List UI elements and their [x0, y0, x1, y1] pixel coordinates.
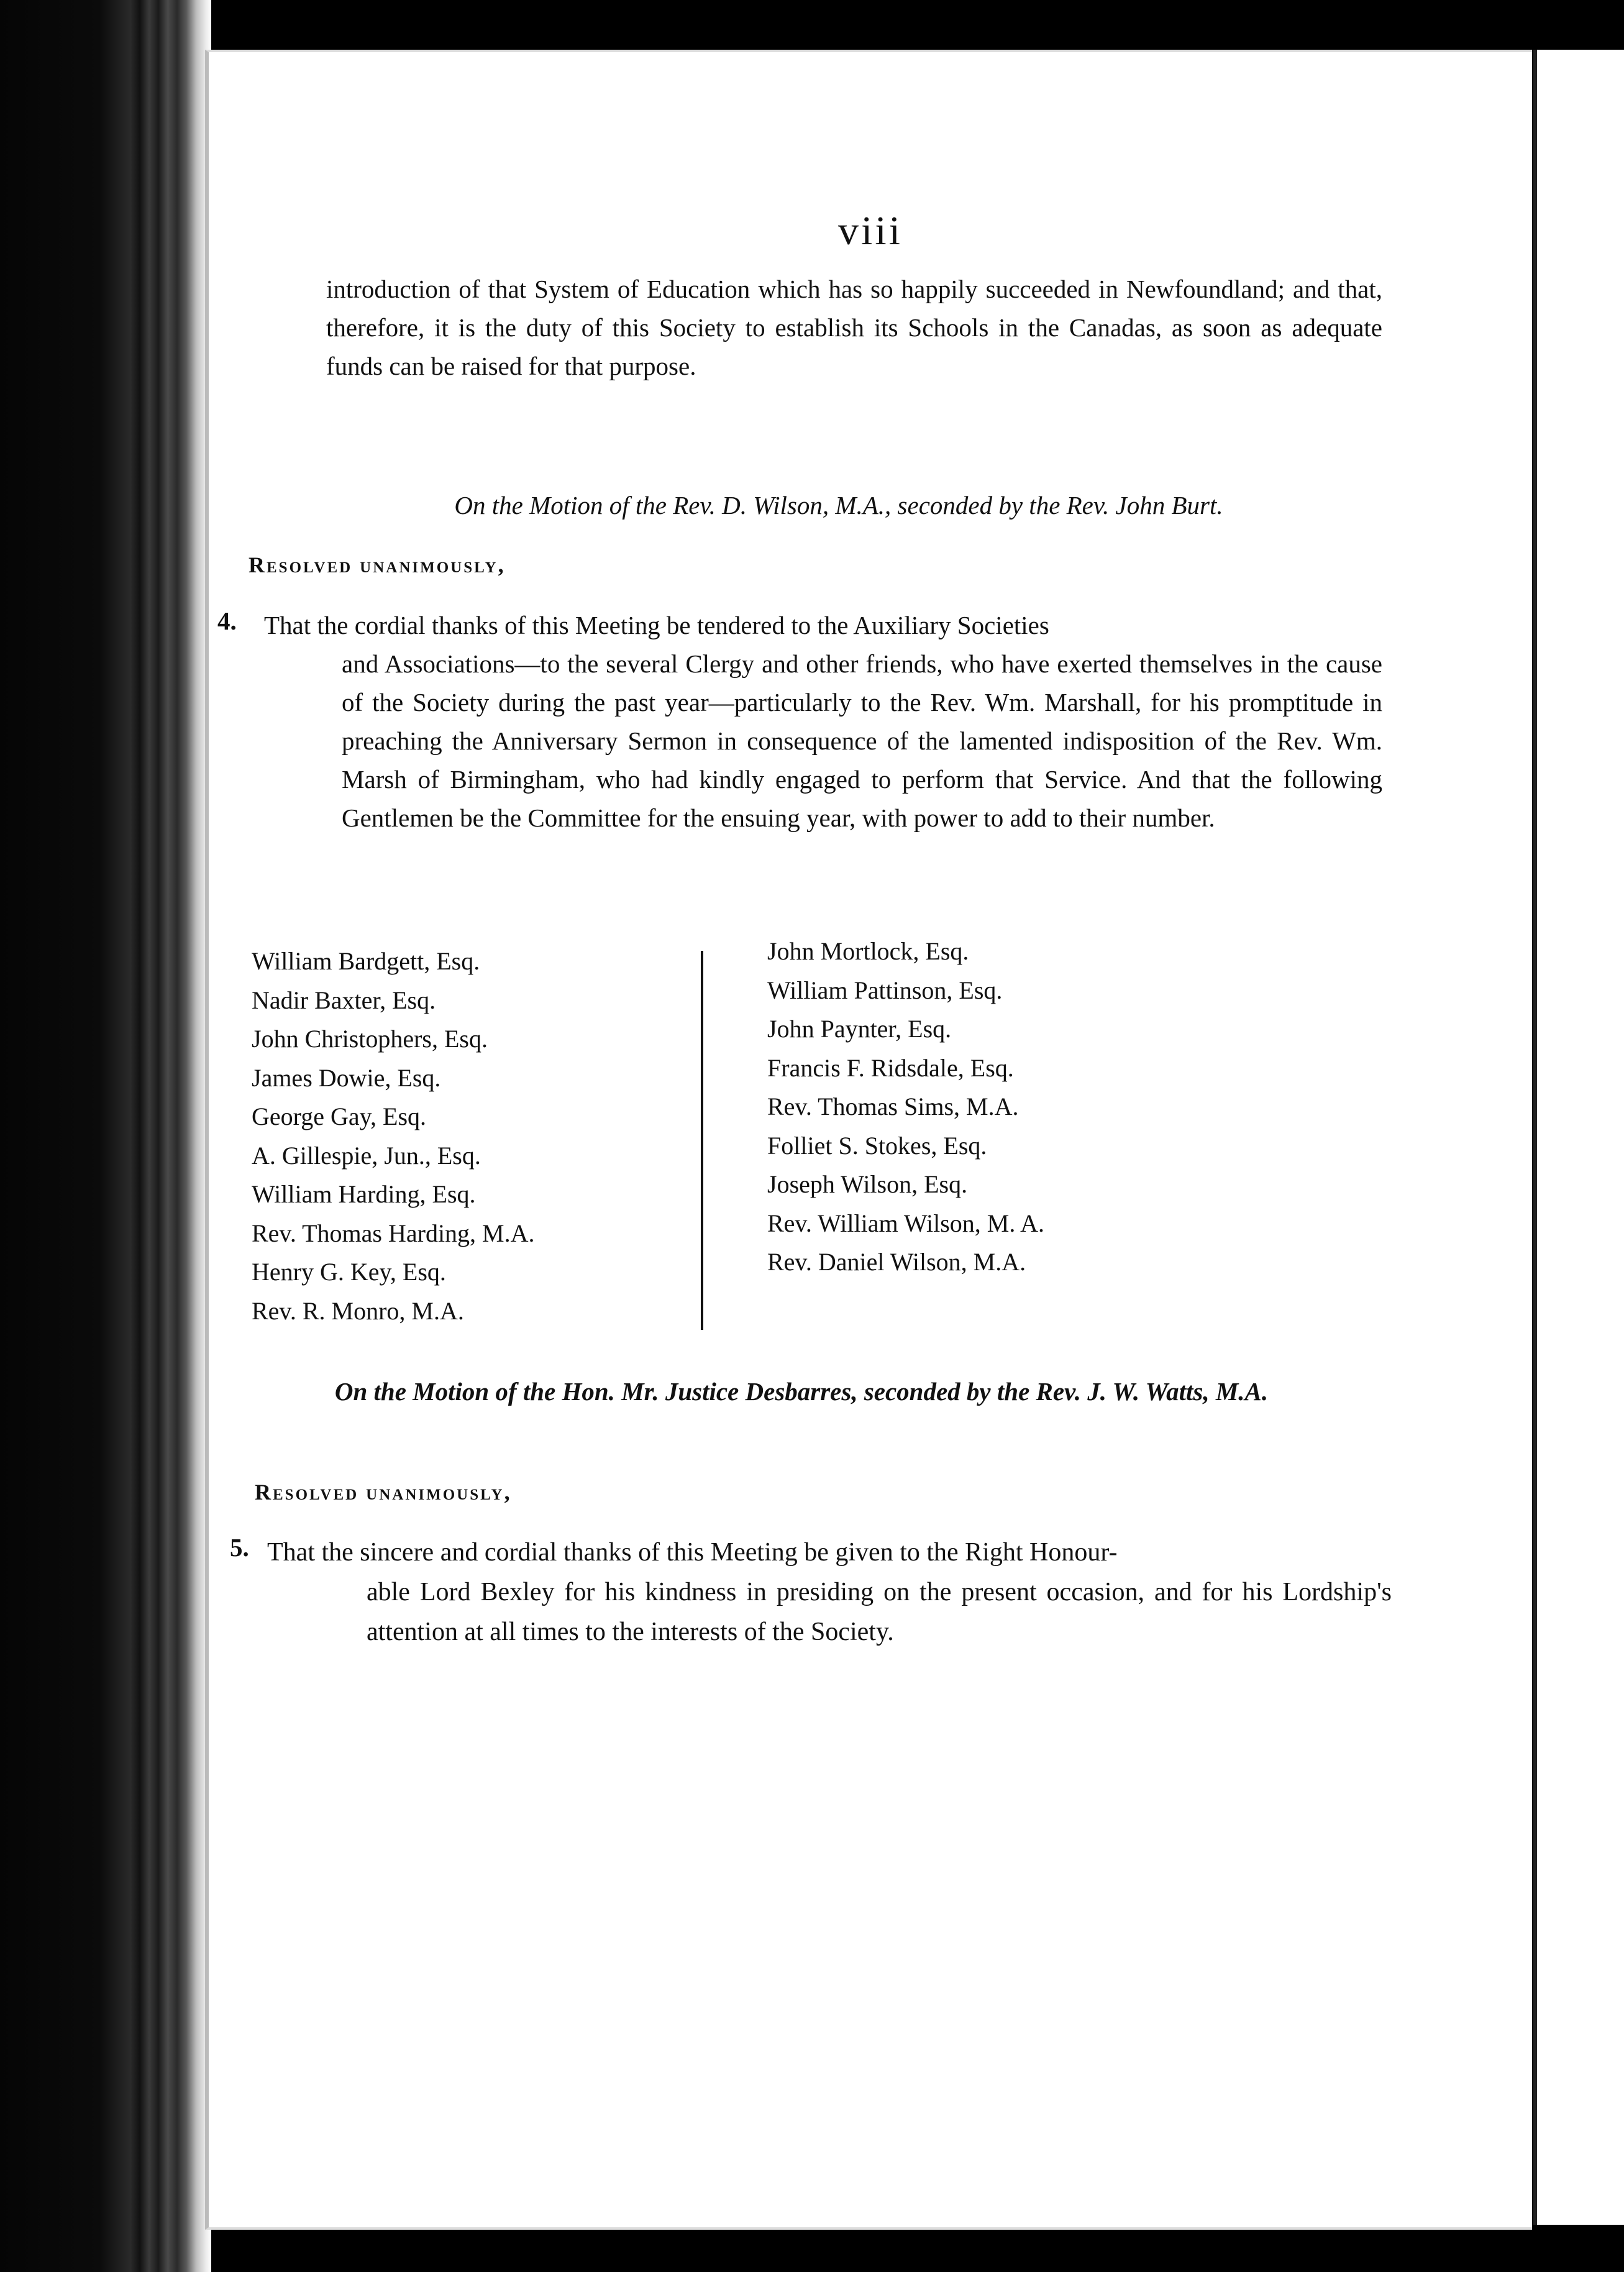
item-5-first-line: That the sincere and cordial thanks of this Meeting be given to the Right Honour-: [267, 1538, 1118, 1567]
intro-paragraph: introduction of that System of Education which has so happily succeeded in Newfoundland; and that, therefore, it is the duty of this Society to establish its Schools in the Canadas, as soon as adequate funds can be raised for that purpose.: [326, 275, 1382, 380]
committee-member: Folliet S. Stokes, Esq.: [767, 1131, 987, 1160]
motion-2: On the Motion of the Hon. Mr. Justice Desbarres, seconded by the Rev. J. W. Watts, M.A.: [334, 1377, 1269, 1406]
item-4-first-line: That the cordial thanks of this Meeting be tendered to the Auxiliary Societies: [264, 611, 1049, 639]
committee-member: Francis F. Ridsdale, Esq.: [767, 1053, 1014, 1082]
committee-member: William Bardgett, Esq.: [252, 947, 480, 975]
committee-member: George Gay, Esq.: [252, 1102, 427, 1130]
item-5-number: 5.: [230, 1533, 249, 1562]
resolved-1: Resolved unanimously,: [249, 552, 506, 577]
item-4-rest: and Associations—to the several Clergy and other friends, who have exerted themselves in the cause of the Society during the past year—particularly to the Rev. Wm. Marshall, for his promptitude in preaching the Anniversary Sermon in consequence of the lamented indisposition of the Rev. Wm. Marsh of Birmingham, who had kindly engaged to perform that Service. And that the following Gentlemen be the Committee for the ensuing year, with power to add to their number.: [342, 649, 1382, 832]
book-edge: [0, 0, 211, 2272]
item-5-rest: able Lord Bexley for his kindness in presiding on the present occasion, and for his Lordship's attention at all times to the interests of the Society.: [367, 1578, 1392, 1646]
motion-1: On the Motion of the Rev. D. Wilson, M.A., seconded by the Rev. John Burt.: [454, 491, 1223, 520]
item-4-text: [264, 606, 1382, 837]
committee-member: Nadir Baxter, Esq.: [252, 986, 436, 1014]
committee-member: Rev. Thomas Harding, M.A.: [252, 1219, 535, 1247]
committee-member: John Christophers, Esq.: [252, 1025, 488, 1053]
committee-member: James Dowie, Esq.: [252, 1063, 441, 1092]
committee-member: Rev. Thomas Sims, M.A.: [767, 1092, 1019, 1120]
item-5-text: [267, 1532, 1392, 1652]
committee-list-left: [252, 942, 674, 1331]
committee-member: William Harding, Esq.: [252, 1180, 476, 1208]
committee-member: William Pattinson, Esq.: [767, 976, 1003, 1004]
committee-member: Joseph Wilson, Esq.: [767, 1170, 968, 1198]
committee-member: Rev. Daniel Wilson, M.A.: [767, 1248, 1026, 1276]
committee-member: John Mortlock, Esq.: [767, 937, 969, 965]
facing-page-edge: [1533, 50, 1624, 2225]
committee-member: Rev. R. Monro, M.A.: [252, 1296, 464, 1325]
item-4-number: 4.: [217, 607, 237, 635]
committee-member: A. Gillespie, Jun., Esq.: [252, 1141, 481, 1170]
page-number: viii: [837, 208, 903, 254]
resolved-2: Resolved unanimously,: [255, 1480, 512, 1505]
committee-member: John Paynter, Esq.: [767, 1015, 952, 1043]
committee-list-right: [767, 932, 1233, 1282]
committee-member: Rev. William Wilson, M. A.: [767, 1209, 1045, 1237]
column-divider: [701, 951, 703, 1330]
committee-member: Henry G. Key, Esq.: [252, 1258, 446, 1286]
